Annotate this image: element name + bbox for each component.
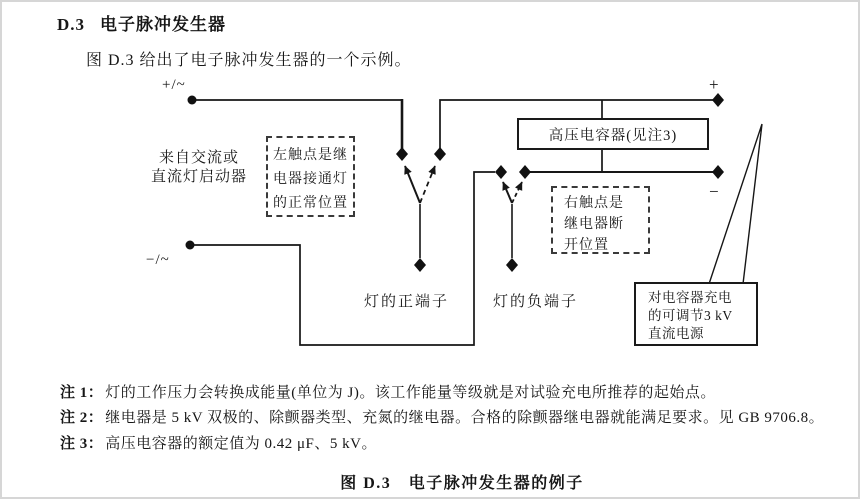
note-1 [60, 381, 716, 402]
junction-dot-negative-input [186, 241, 195, 250]
note-1-label: 注 1： [60, 385, 104, 401]
lamp-negative-label: 灯的负端子 [493, 294, 579, 310]
supply-box-line2: 的可调节3 kV [648, 308, 733, 323]
intro-paragraph: 图 D.3 给出了电子脉冲发生器的一个示例。 [86, 52, 412, 69]
relay-right-blade-open [512, 182, 522, 203]
contact-right-relay-normal [495, 165, 507, 179]
note-3-text: 高压电容器的额定值为 0.42 μF、5 kV。 [105, 436, 377, 452]
contact-left-relay-open [434, 147, 446, 161]
supply-box [634, 282, 758, 346]
terminal-lamp-positive [414, 258, 426, 272]
note-1-text: 灯的工作压力会转换成能量(单位为 J)。该工作能量等级就是对试验充电所推荐的起始点。 [105, 385, 716, 401]
supply-box-line1: 对电容器充电 [648, 290, 732, 305]
section-heading [57, 10, 226, 35]
section-number: D.3 [57, 15, 86, 34]
right-contact-note-line2: 继电器断 [564, 217, 624, 232]
terminal-lamp-negative [506, 258, 518, 272]
input-negative-label: −/~ [146, 252, 170, 268]
figure-caption: 图 D.3 电子脉冲发生器的例子 [340, 475, 584, 492]
input-positive-label: +/~ [162, 77, 186, 93]
relay-left-blade-open [420, 166, 435, 203]
relay-right-blade-closed [503, 182, 512, 203]
left-contact-note-line3: 的正常位置 [273, 196, 348, 211]
source-annotation-line1: 来自交流或 [158, 150, 239, 166]
lamp-positive-label: 灯的正端子 [364, 294, 450, 310]
terminal-capacitor-negative [712, 165, 724, 179]
capacitor-box [517, 118, 709, 150]
contact-left-relay-normal [396, 147, 408, 161]
right-contact-note-box [551, 186, 650, 254]
left-contact-note-box [266, 136, 355, 217]
section-title: 电子脉冲发生器 [100, 15, 227, 34]
supply-callout-pointer [709, 124, 762, 284]
supply-box-line3: 直流电源 [648, 326, 704, 341]
note-2 [60, 406, 824, 427]
capacitor-negative-label: − [709, 182, 719, 201]
note-3-label: 注 3： [60, 436, 104, 452]
terminal-capacitor-positive [712, 93, 724, 107]
source-annotation [135, 149, 263, 187]
left-contact-note-line1: 左触点是继 [273, 148, 348, 163]
note-3 [60, 432, 377, 453]
note-2-label: 注 2： [60, 410, 104, 426]
right-contact-note-line1: 右触点是 [564, 196, 624, 211]
contact-right-relay-open [519, 165, 531, 179]
capacitor-positive-label: + [709, 75, 719, 94]
capacitor-box-label: 高压电容器(见注3) [548, 127, 678, 144]
source-annotation-line2: 直流灯启动器 [150, 169, 247, 185]
left-contact-note-line2: 电器接通灯 [273, 172, 348, 187]
junction-dot-positive-input [188, 96, 197, 105]
note-2-text: 继电器是 5 kV 双极的、除颤器类型、充氮的继电器。合格的除颤器继电器就能满足要求。见 GB 9706.8。 [105, 410, 825, 426]
right-contact-note-line3: 开位置 [564, 238, 609, 253]
relay-left-blade-closed [405, 166, 420, 203]
